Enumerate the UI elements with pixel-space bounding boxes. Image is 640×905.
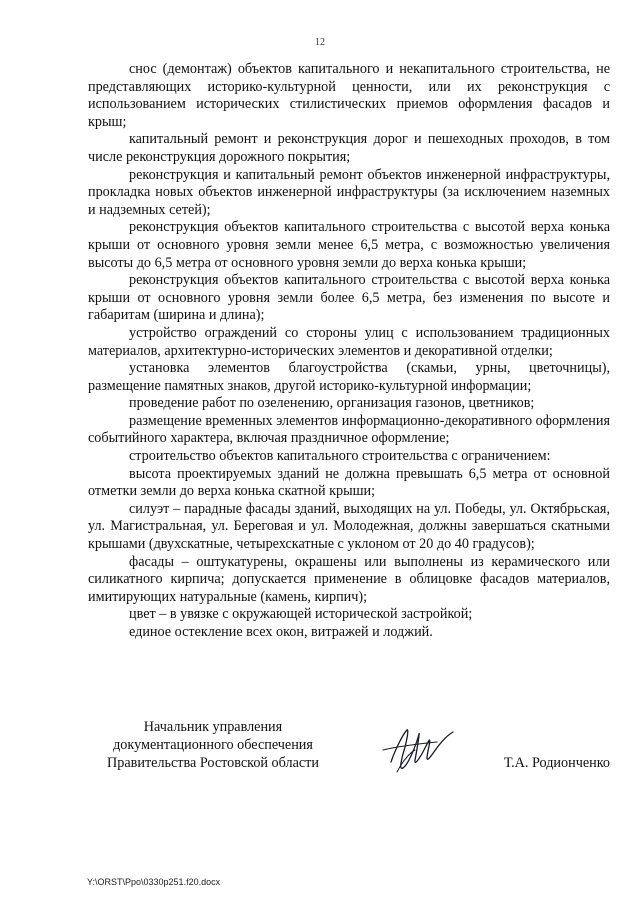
signatory-title — [88, 718, 338, 772]
paragraph: фасады – оштукатурены, окрашены или выполнены из керамического или силикатного кирпича; допускается применение в облицовке фасадов материалов, имитирующих натуральные (камень, кирпич); — [88, 553, 610, 605]
handwritten-signature — [373, 720, 463, 778]
paragraph: капитальный ремонт и реконструкция дорог и пешеходных проходов, в том числе реконструкция дорожного покрытия; — [88, 131, 610, 165]
signatory-title-line: Правительства Ростовской области — [107, 755, 319, 771]
paragraph: единое остекление всех окон, витражей и лоджий. — [129, 624, 433, 640]
file-path: Y:\ORST\Ppo\0330p251.f20.docx — [87, 877, 221, 887]
paragraph: силуэт – парадные фасады зданий, выходящих на ул. Победы, ул. Октябрьская, ул. Магистральная, ул. Береговая и ул. Молодежная, должны завершаться скатными крышами (двухскатные, четырехскатные с уклоном от 20 до 40 градусов); — [88, 500, 610, 553]
paragraph: цвет – в увязке с окружающей исторической застройкой; — [129, 606, 473, 623]
paragraph: высота проектируемых зданий не должна превышать 6,5 метра от основной отметки земли до верха конька скатной крыши; — [88, 465, 610, 500]
signature-block — [88, 718, 610, 788]
paragraph: устройство ограждений со стороны улиц с использованием традиционных материалов, архитектурно-исторических элементов и декоративной отделки; — [88, 324, 610, 359]
paragraph: реконструкция и капитальный ремонт объектов инженерной инфраструктуры, прокладка новых объектов инженерной инфраструктуры (за исключением наземных и надземных сетей); — [88, 166, 610, 218]
paragraph: размещение временных элементов информационно-декоративного оформления событийного характера, включая праздничное оформление; — [88, 412, 610, 447]
signatory-title-line: документационного обеспечения — [113, 737, 313, 753]
signatory-name: Т.А. Родионченко — [503, 755, 610, 771]
paragraph: снос (демонтаж) объектов капитального и некапитального строительства, не представляющих историко-культурной ценности, или их реконструкция с использованием исторических стилистических приемов оформления фасадов и крыш; — [88, 61, 610, 130]
document-body — [88, 61, 610, 642]
paragraph: реконструкция объектов капитального строительства с высотой верха конька крыши от основного уровня земли менее 6,5 метра, с возможностью увеличения высоты до 6,5 метра от основного уровня земли до верха конька крыши; — [88, 219, 610, 271]
paragraph: реконструкция объектов капитального строительства с высотой верха конька крыши от основного уровня земли более 6,5 метра, без изменения по высоте и габаритам (ширина и длина); — [88, 272, 610, 324]
signatory-title-line: Начальник управления — [143, 719, 283, 735]
paragraph: строительство объектов капитального строительства с ограничением: — [129, 448, 551, 465]
paragraph: установка элементов благоустройства (скамьи, урны, цветочницы), размещение памятных знаков, другой историко-культурной информации; — [88, 360, 610, 394]
paragraph: проведение работ по озеленению, организация газонов, цветников; — [129, 395, 535, 412]
page-number: 12 — [315, 37, 325, 48]
